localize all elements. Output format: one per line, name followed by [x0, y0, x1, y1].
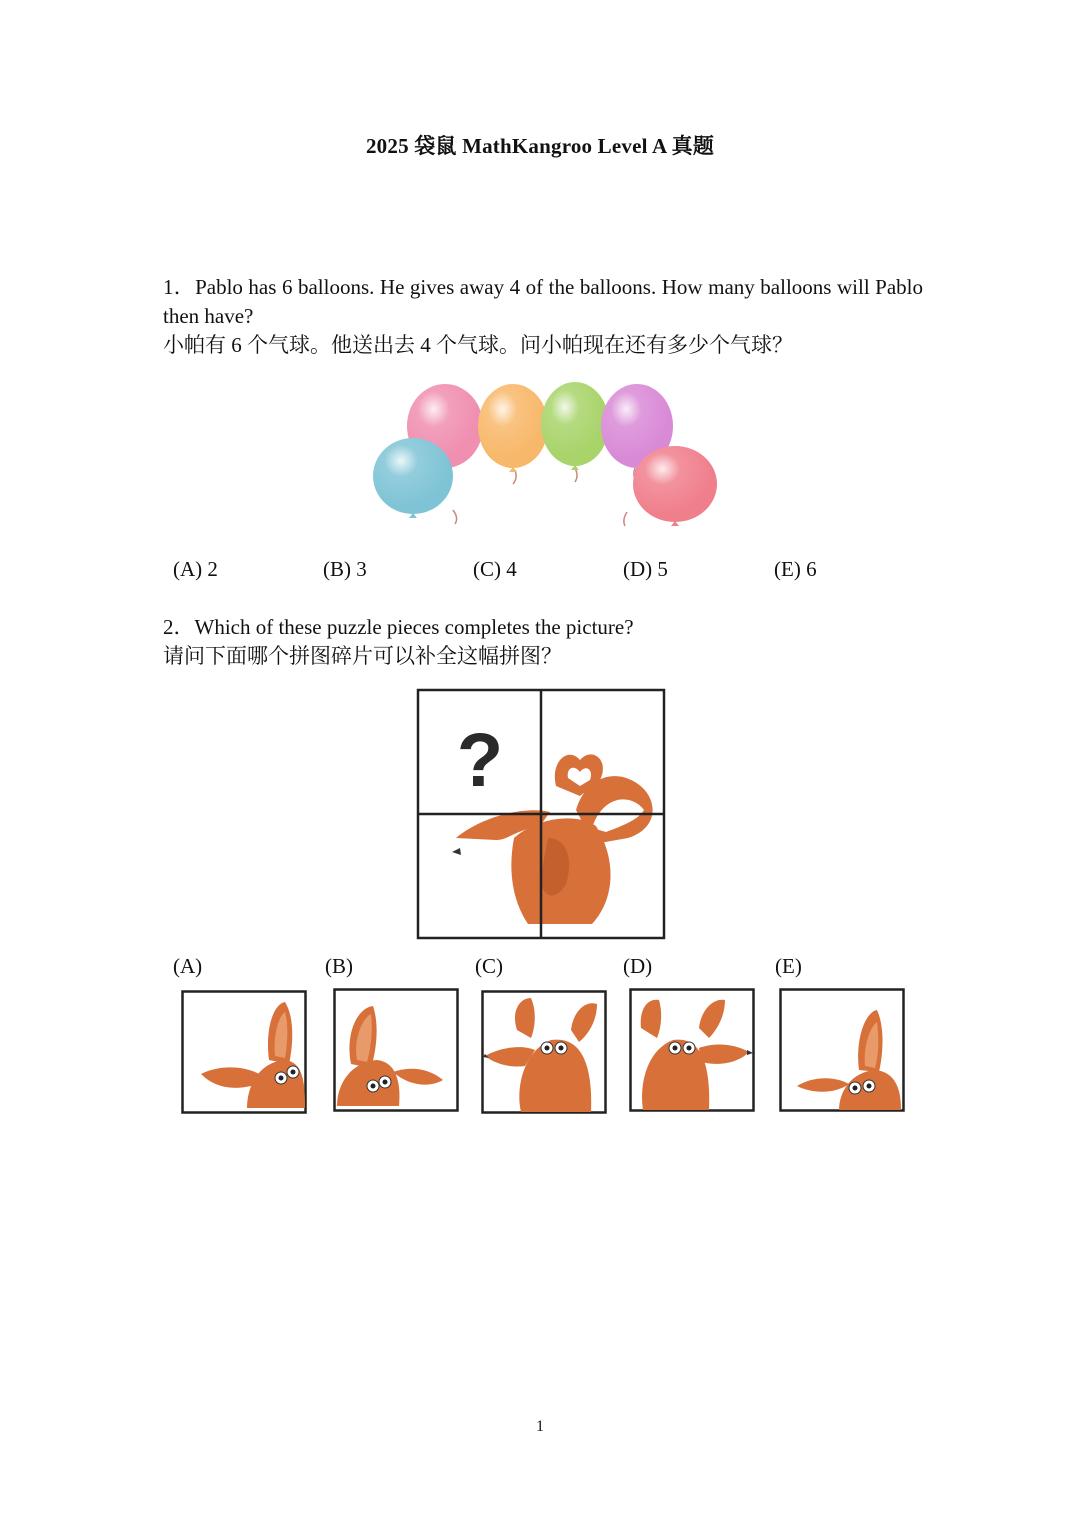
option-c-label[interactable]: (C) [475, 954, 503, 978]
balloon [478, 384, 548, 472]
question-2 [163, 613, 923, 671]
question-2-text-zh: 请问下面哪个拼图碎片可以补全这幅拼图？ [163, 644, 562, 668]
option-a[interactable]: (A) 2 [173, 557, 218, 581]
question-1 [163, 273, 923, 360]
piece-c[interactable] [481, 990, 607, 1114]
piece-d[interactable] [629, 988, 755, 1112]
question-2-number: 2． [163, 615, 195, 639]
balloon [373, 438, 453, 518]
page-title: 2025 袋鼠 MathKangroo Level A 真题 [365, 134, 715, 158]
piece-b[interactable] [333, 988, 459, 1112]
option-d[interactable]: (D) 5 [623, 557, 668, 581]
option-b[interactable]: (B) 3 [323, 557, 367, 581]
option-a-label[interactable]: (A) [173, 954, 203, 978]
balloons-image [365, 372, 725, 532]
option-e[interactable]: (E) 6 [774, 557, 817, 581]
question-1-text-zh: 小帕有 6 个气球。他送出去 4 个气球。问小帕现在还有多少个气球？ [163, 333, 793, 357]
balloon [633, 446, 717, 526]
option-c[interactable]: (C) 4 [473, 557, 517, 581]
balloon-strings [445, 468, 637, 526]
page-number: 1 [536, 1418, 544, 1435]
question-1-number: 1． [163, 275, 196, 299]
option-e-label[interactable]: (E) [775, 954, 802, 978]
option-b-label[interactable]: (B) [325, 954, 353, 978]
piece-a[interactable] [181, 990, 307, 1114]
question-2-text-en: 2．Which of these puzzle pieces completes the picture? [163, 615, 634, 639]
balloon [541, 382, 609, 470]
question-1-text-en: 1．Pablo has 6 balloons. He gives away 4 of the balloons. How many balloons will Pablo then have? [163, 275, 924, 328]
piece-e[interactable] [779, 988, 905, 1112]
option-d-label[interactable]: (D) [623, 954, 653, 978]
question-mark: ? [456, 718, 504, 803]
puzzle-image [416, 688, 666, 940]
